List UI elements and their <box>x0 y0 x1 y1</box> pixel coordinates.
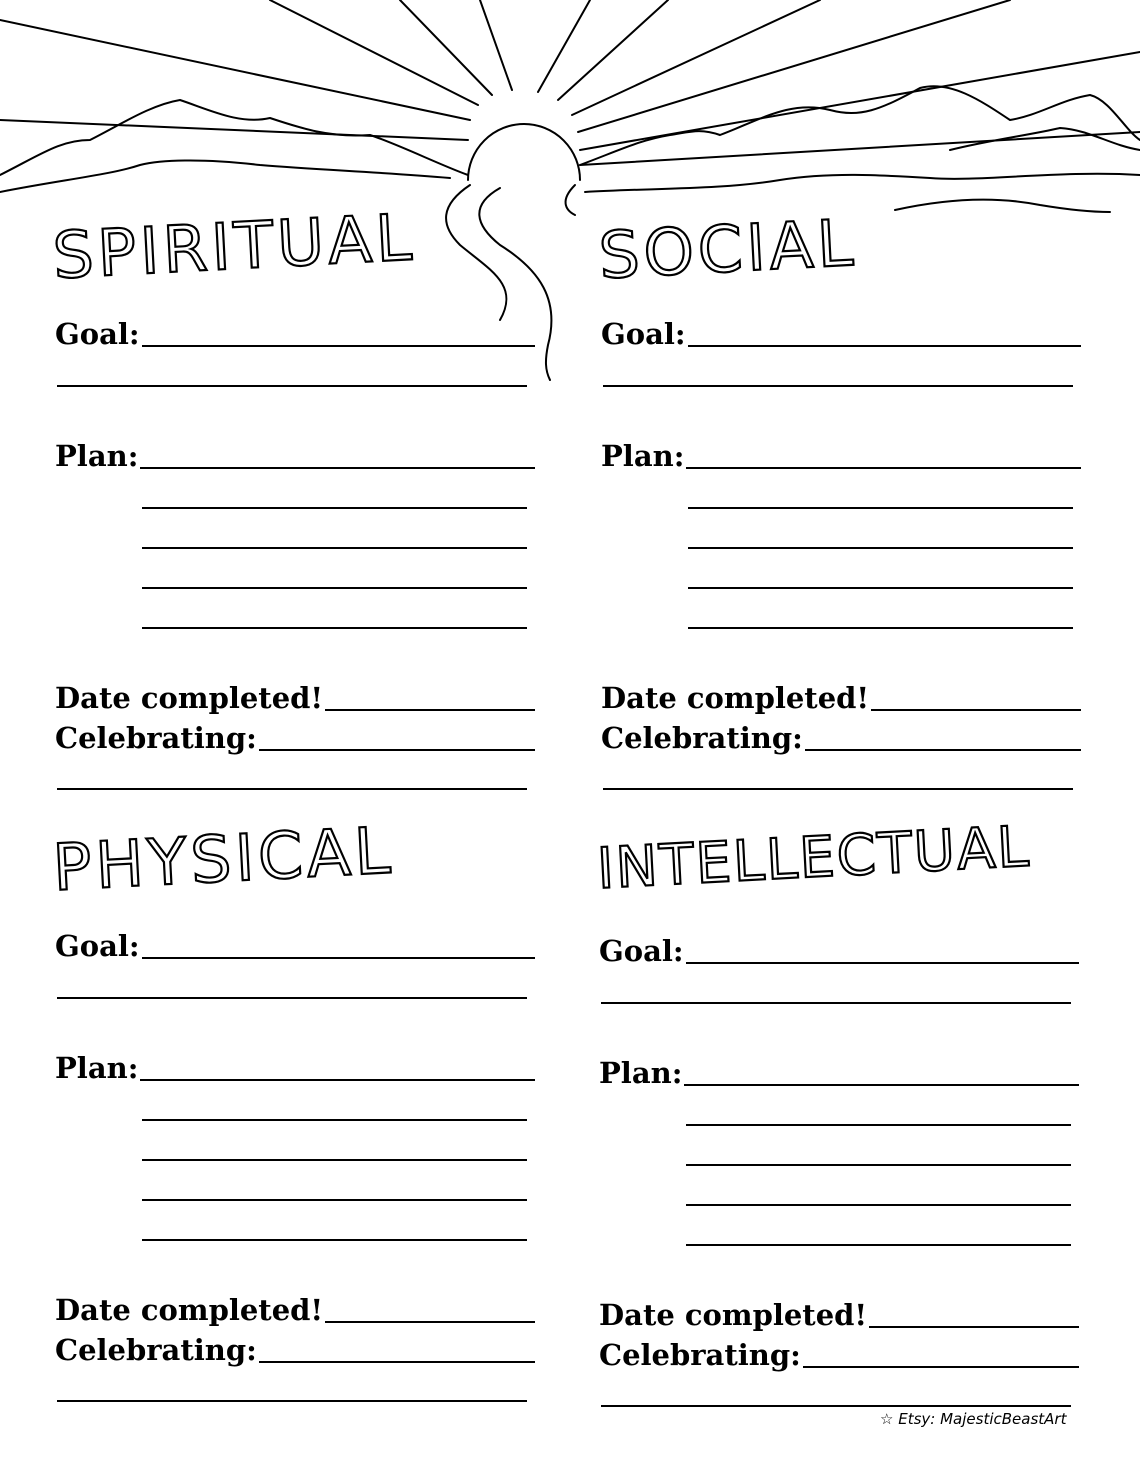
plan-row <box>601 437 1081 473</box>
goal-field[interactable] <box>688 345 1081 347</box>
mountain-ridge-right <box>950 128 1140 150</box>
mountain-range-right <box>580 86 1140 165</box>
plan-line[interactable] <box>142 1119 527 1121</box>
celebrating-field[interactable] <box>259 1361 535 1363</box>
date-completed-row <box>55 679 535 715</box>
plan-line[interactable] <box>688 547 1073 549</box>
date-completed-row <box>601 679 1081 715</box>
goal-row <box>55 927 535 963</box>
goal-field[interactable] <box>142 957 535 959</box>
date-completed-field[interactable] <box>871 709 1081 711</box>
date-completed-label: Date completed! <box>55 1293 324 1327</box>
celebrating-field[interactable] <box>259 749 535 751</box>
plan-line[interactable] <box>686 1124 1071 1126</box>
plan-row <box>55 437 535 473</box>
sun-ray <box>270 0 478 105</box>
celebrating-label: Celebrating: <box>55 1333 257 1367</box>
plan-field[interactable] <box>140 467 535 469</box>
date-completed-field[interactable] <box>869 1326 1079 1328</box>
celebrating-row <box>55 1331 535 1367</box>
section-title: SPIRITUAL <box>51 201 418 294</box>
plan-line[interactable] <box>142 587 527 589</box>
celebrating-row <box>599 1336 1079 1372</box>
sun-ray <box>572 0 820 115</box>
plan-row <box>55 1049 535 1085</box>
goal-field[interactable] <box>686 962 1079 964</box>
goal-label: Goal: <box>601 317 686 351</box>
goal-line[interactable] <box>57 385 527 387</box>
celebrating-field[interactable] <box>805 749 1081 751</box>
date-completed-label: Date completed! <box>601 681 870 715</box>
plan-line[interactable] <box>142 547 527 549</box>
plan-row <box>599 1054 1079 1090</box>
celebrating-line[interactable] <box>603 788 1073 790</box>
goal-field[interactable] <box>142 345 535 347</box>
plan-label: Plan: <box>599 1056 683 1090</box>
celebrating-field[interactable] <box>803 1366 1079 1368</box>
plan-line[interactable] <box>142 1159 527 1161</box>
celebrating-line[interactable] <box>57 788 527 790</box>
celebrating-row <box>55 719 535 755</box>
plan-field[interactable] <box>686 467 1081 469</box>
sun-ray <box>0 20 470 120</box>
section-social <box>597 206 1081 825</box>
celebrating-row <box>601 719 1081 755</box>
date-completed-field[interactable] <box>325 709 535 711</box>
celebrating-line[interactable] <box>57 1400 527 1402</box>
credit-text: Etsy: MajesticBeastArt <box>898 1410 1067 1428</box>
goal-line[interactable] <box>601 1002 1071 1004</box>
plan-line[interactable] <box>142 627 527 629</box>
celebrating-label: Celebrating: <box>55 721 257 755</box>
date-completed-row <box>55 1291 535 1327</box>
plan-label: Plan: <box>55 439 139 473</box>
sun-ray <box>400 0 492 95</box>
plan-line[interactable] <box>686 1164 1071 1166</box>
plan-line[interactable] <box>688 587 1073 589</box>
river-bank-ridge <box>566 185 575 215</box>
hill-right <box>585 174 1140 192</box>
plan-field[interactable] <box>684 1084 1079 1086</box>
plan-line[interactable] <box>686 1244 1071 1246</box>
plan-label: Plan: <box>55 1051 139 1085</box>
goal-row <box>601 315 1081 351</box>
date-completed-field[interactable] <box>325 1321 535 1323</box>
mountain-ridge-left <box>0 160 450 192</box>
plan-line[interactable] <box>142 1199 527 1201</box>
star-icon: ☆ <box>880 1410 894 1428</box>
sun-ray <box>0 120 468 140</box>
date-completed-label: Date completed! <box>55 681 324 715</box>
hill-right-base <box>895 200 1110 212</box>
plan-line[interactable] <box>686 1204 1071 1206</box>
section-title: INTELLECTUAL <box>595 814 1032 902</box>
plan-line[interactable] <box>142 1239 527 1241</box>
goal-label: Goal: <box>55 929 140 963</box>
sun <box>468 124 580 180</box>
goal-label: Goal: <box>599 934 684 968</box>
celebrating-line[interactable] <box>601 1405 1071 1407</box>
goal-line[interactable] <box>57 997 527 999</box>
section-physical <box>51 814 535 1437</box>
goal-row <box>55 315 535 351</box>
section-spiritual <box>51 201 535 825</box>
plan-line[interactable] <box>142 507 527 509</box>
date-completed-row <box>599 1296 1079 1332</box>
plan-label: Plan: <box>601 439 685 473</box>
section-intellectual <box>595 814 1079 1442</box>
goal-label: Goal: <box>55 317 140 351</box>
plan-line[interactable] <box>688 627 1073 629</box>
plan-line[interactable] <box>688 507 1073 509</box>
plan-field[interactable] <box>140 1079 535 1081</box>
sun-ray <box>558 0 668 100</box>
celebrating-label: Celebrating: <box>601 721 803 755</box>
etsy-credit <box>880 1410 1066 1428</box>
sun-ray <box>480 0 512 90</box>
section-title: PHYSICAL <box>51 814 396 906</box>
section-title: SOCIAL <box>597 206 859 294</box>
date-completed-label: Date completed! <box>599 1298 868 1332</box>
goal-line[interactable] <box>603 385 1073 387</box>
celebrating-label: Celebrating: <box>599 1338 801 1372</box>
goal-row <box>599 932 1079 968</box>
